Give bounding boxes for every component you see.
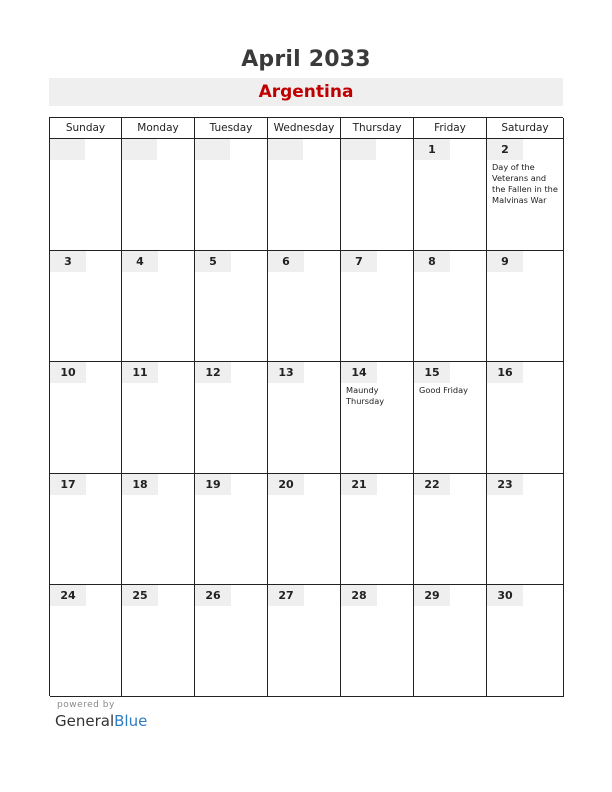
day-number: 23 [487,474,523,495]
day-cell[interactable] [50,362,122,474]
day-cell[interactable] [268,362,341,474]
day-cell[interactable] [268,251,341,363]
brand-blue-text: Blue [114,712,148,730]
day-number: 15 [414,362,450,383]
day-number: 7 [341,251,377,272]
day-number: 12 [195,362,231,383]
day-number [268,139,303,160]
holiday-label: Day of the Veterans and the Fallen in the Malvinas War [492,162,558,205]
day-cell[interactable] [487,139,564,251]
day-cell[interactable] [195,139,268,251]
day-cell[interactable] [268,474,341,586]
day-number: 18 [122,474,158,495]
day-cell[interactable] [195,585,268,697]
day-number: 30 [487,585,523,606]
day-cell[interactable] [414,362,487,474]
day-number: 20 [268,474,304,495]
day-cell[interactable] [195,251,268,363]
day-number: 17 [50,474,86,495]
day-cell[interactable] [487,585,564,697]
day-number: 11 [122,362,158,383]
day-cell[interactable] [195,474,268,586]
day-number: 2 [487,139,523,160]
weekday-header-monday: Monday [122,118,195,139]
day-number: 24 [50,585,86,606]
calendar-title: April 2033 [241,47,371,72]
day-cell[interactable] [122,251,195,363]
day-number: 22 [414,474,450,495]
day-cell[interactable] [341,139,414,251]
day-number [195,139,230,160]
weekday-header-wednesday: Wednesday [268,118,341,139]
day-number: 14 [341,362,377,383]
day-cell[interactable] [414,251,487,363]
day-number: 8 [414,251,450,272]
weekday-header-row [50,118,563,139]
day-number: 26 [195,585,231,606]
day-cell[interactable] [122,474,195,586]
day-cell[interactable] [414,585,487,697]
day-number: 13 [268,362,304,383]
day-cell[interactable] [341,474,414,586]
day-number: 3 [50,251,86,272]
brand-general-text: General [55,712,115,730]
day-number: 28 [341,585,377,606]
day-number: 1 [414,139,450,160]
day-cell[interactable] [487,474,564,586]
day-cell[interactable] [122,585,195,697]
week-row [50,251,563,363]
day-number: 29 [414,585,450,606]
day-number: 4 [122,251,158,272]
day-cell[interactable] [50,585,122,697]
day-number: 25 [122,585,158,606]
country-name: Argentina [258,82,354,102]
holiday-label: Maundy Thursday [346,385,385,407]
day-cell[interactable] [487,362,564,474]
day-cell[interactable] [195,362,268,474]
weekday-header-sunday: Sunday [50,118,122,139]
day-cell[interactable] [50,474,122,586]
day-number: 10 [50,362,86,383]
week-row [50,474,563,586]
day-cell[interactable] [341,585,414,697]
day-cell[interactable] [268,139,341,251]
day-cell[interactable] [50,139,122,251]
day-number: 21 [341,474,377,495]
day-cell[interactable] [122,362,195,474]
weekday-header-thursday: Thursday [341,118,414,139]
weekday-header-tuesday: Tuesday [195,118,268,139]
weekday-header-saturday: Saturday [487,118,564,139]
day-number [122,139,157,160]
week-row [50,585,563,697]
brand-logo[interactable] [55,712,147,730]
day-number: 5 [195,251,231,272]
day-cell[interactable] [487,251,564,363]
week-row [50,362,563,474]
weekday-header-friday: Friday [414,118,487,139]
day-cell[interactable] [414,474,487,586]
country-banner [49,78,563,106]
day-number [341,139,376,160]
day-cell[interactable] [341,362,414,474]
day-cell[interactable] [122,139,195,251]
week-row [50,139,563,251]
holiday-label: Good Friday [419,385,468,396]
day-cell[interactable] [414,139,487,251]
day-number [50,139,85,160]
day-cell[interactable] [50,251,122,363]
day-cell[interactable] [341,251,414,363]
day-number: 6 [268,251,304,272]
day-number: 9 [487,251,523,272]
day-number: 19 [195,474,231,495]
day-number: 16 [487,362,523,383]
day-number: 27 [268,585,304,606]
calendar-grid [49,117,563,696]
powered-by-label: powered by [57,700,115,710]
day-cell[interactable] [268,585,341,697]
